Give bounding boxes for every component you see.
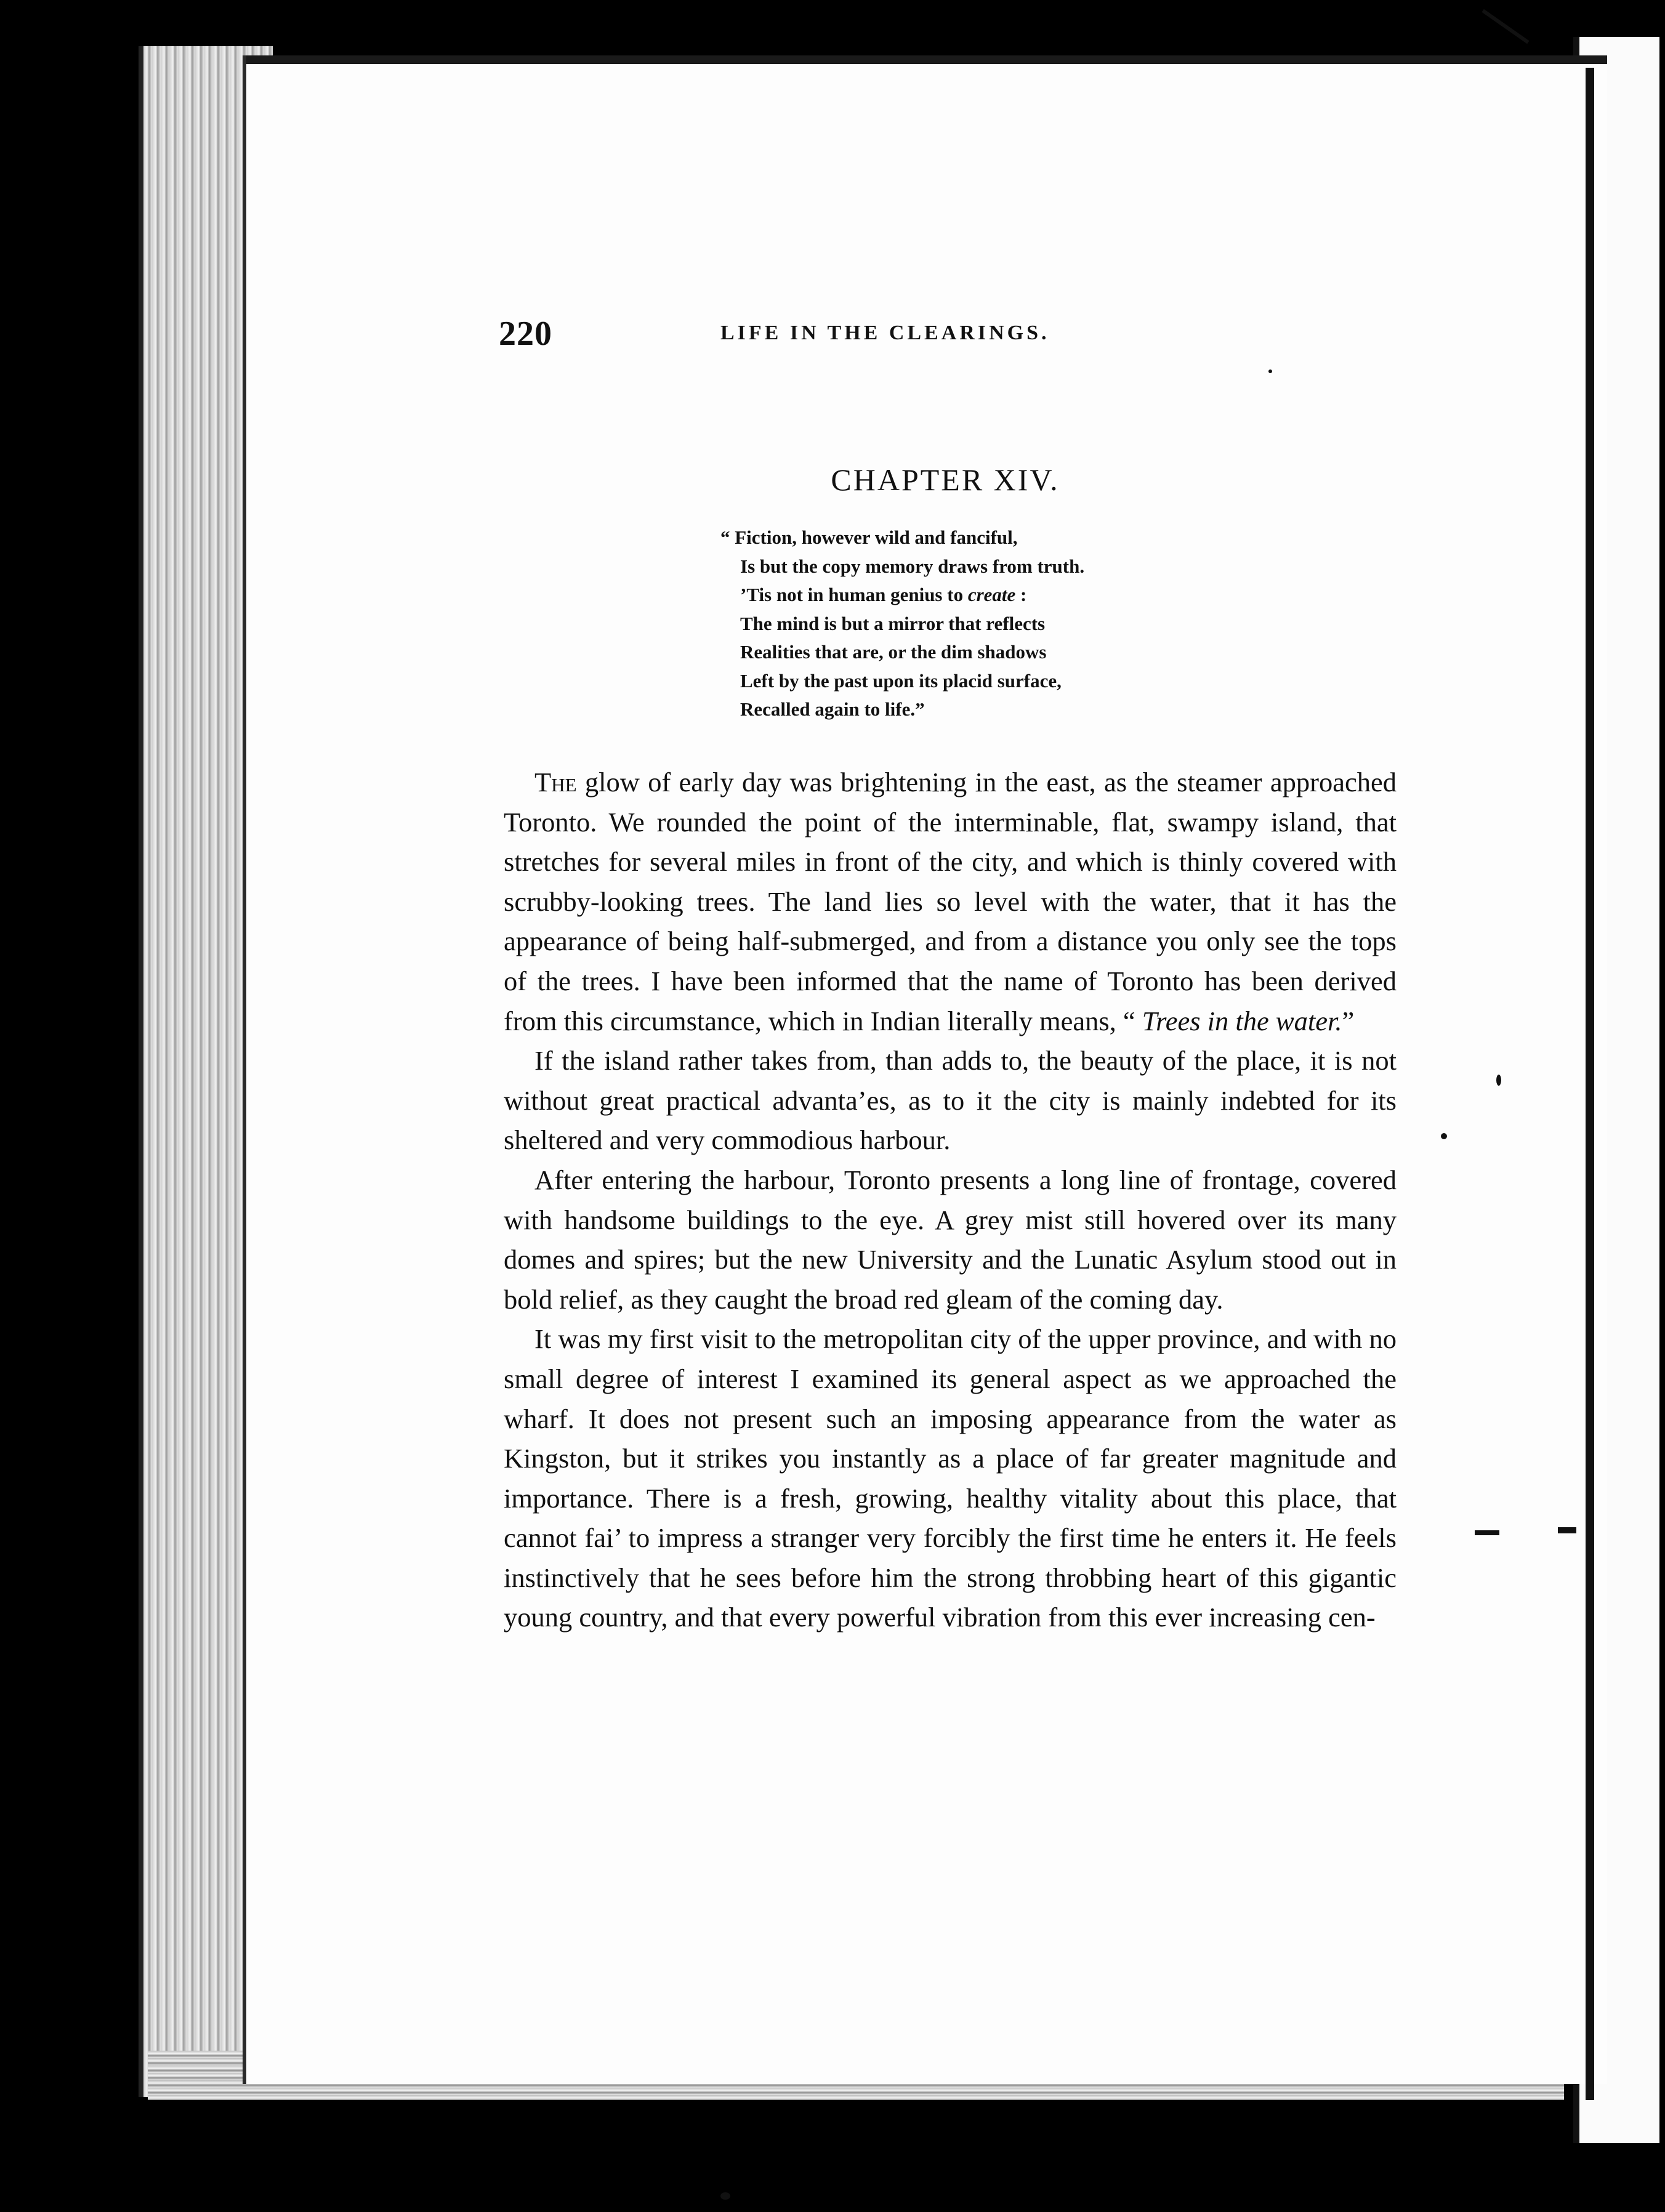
epigraph-line: [720, 581, 1275, 610]
epigraph-line: Recalled again to life.”: [740, 698, 925, 720]
paragraph: After entering the harbour, Toronto presents a long line of frontage, covered with handsome buildings to the eye. A grey mist still hovered over its many domes and spires; but the new University and the Lunatic Asylum stood out in bold relief, as they caught the broad red gleam of the coming day.: [504, 1164, 1397, 1315]
scan-speck: [1441, 1133, 1447, 1139]
scan-speck: [1268, 369, 1272, 373]
paragraph-end: ”: [1342, 1005, 1355, 1036]
paragraph: If the island rather takes from, than adds to, the beauty of the place, it is not without great practical advanta’es, as to it the city is mainly indebted for its sheltered and very commodious harbour.: [504, 1045, 1397, 1156]
chapter-title: CHAPTER XIV.: [831, 462, 1060, 497]
epigraph-line: “ Fiction, however wild and fanciful,: [720, 527, 1018, 548]
paragraph-text: glow of early day was brightening in the east, as the steamer approached Toronto. We rounded the point of the interminable, flat, swampy island, that stretches for several miles in front of the city, and which is thinly covered with scrubby-looking trees. The land lies so level with the water, that it has the appearance of being half-submerged, and from a distance you only see the tops of the trees. I have been informed that the name of Toronto has been derived from this circumstance, which in Indian literally means, “: [504, 767, 1397, 1036]
epigraph-line: Left by the past upon its placid surface,: [740, 669, 1062, 692]
page-number: 220: [499, 315, 552, 353]
binding-notch: [1475, 1530, 1499, 1535]
epigraph-line-end: :: [1015, 584, 1027, 605]
epigraph-line: Realities that are, or the dim shadows: [740, 641, 1047, 663]
running-title: LIFE IN THE CLEARINGS.: [720, 321, 1050, 344]
epigraph-emphasis: create: [967, 584, 1016, 605]
scan-speck: [720, 2192, 730, 2200]
epigraph: [720, 523, 1275, 724]
epigraph-line-text: ’Tis not in human genius to: [740, 584, 968, 605]
paragraph: It was my first visit to the metropolitan city of the upper province, and with no small degree of interest I examined its general aspect as we approached the wharf. It does not present such an imposing appearance from the water as Kingston, but it strikes you instantly as a place of far greater magnitude and importance. There is a fresh, growing, healthy vitality about this place, that cannot fai’ to impress a stranger very forcibly the first time he enters it. He feels instinctively that he sees before him the strong throbbing heart of this gigantic young country, and that every powerful vibration from this ever increasing cen-: [504, 1323, 1397, 1633]
binding-notch: [1558, 1527, 1576, 1533]
italic-phrase: Trees in the water.: [1142, 1005, 1342, 1036]
chapter-body: [504, 762, 1397, 1637]
paragraph: [504, 762, 1397, 1041]
scan-speck: [1496, 1075, 1501, 1086]
corner-tear: [1482, 9, 1529, 44]
opening-word: The: [534, 767, 577, 797]
epigraph-line: Is but the copy memory draws from truth.: [740, 555, 1085, 577]
binding-shadow: [1586, 68, 1594, 2100]
epigraph-line: The mind is but a mirror that reflects: [740, 612, 1046, 634]
running-header: [499, 314, 1459, 357]
